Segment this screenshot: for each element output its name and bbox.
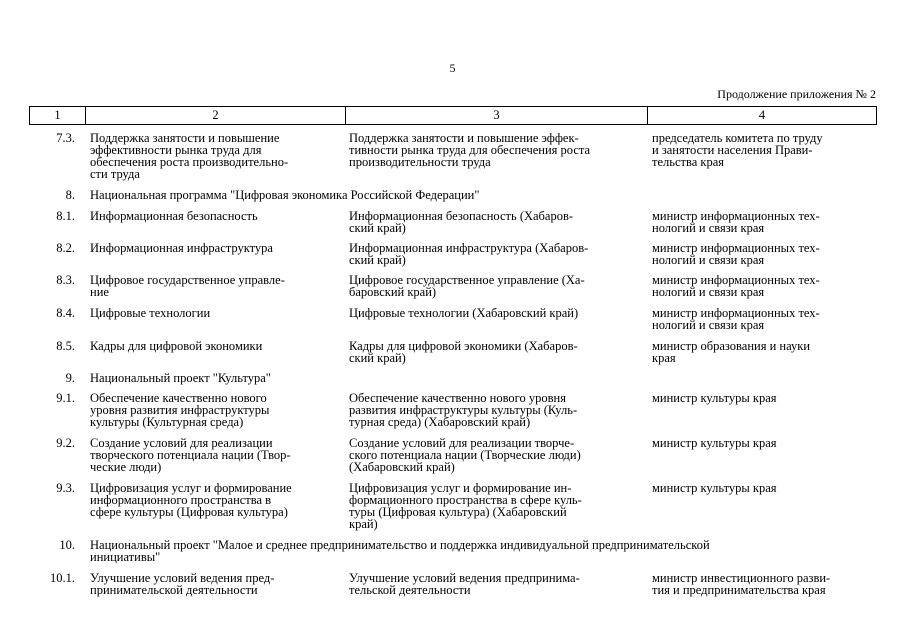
column-header-row: [29, 106, 877, 125]
regional-project-name: Цифровые технологии (Хабаровский край): [349, 306, 579, 320]
row-number: 8.5.: [56, 339, 75, 353]
responsible-person: министр культуры края: [652, 481, 777, 495]
responsible-person: министр информационных тех- нологий и связи края: [652, 241, 820, 267]
project-name: Создание условий для реализации творческого потенциала нации (Твор- ческие люди): [90, 436, 291, 474]
row-number: 8.3.: [56, 273, 75, 287]
responsible-person: министр информационных тех- нологий и связи края: [652, 273, 820, 299]
project-name: Цифровое государственное управле- ние: [90, 273, 285, 299]
column-header-4: 4: [648, 107, 877, 125]
column-header-3: 3: [346, 107, 648, 125]
project-name: Информационная инфраструктура: [90, 241, 273, 255]
regional-project-name: Улучшение условий ведения предпринима- тельской деятельности: [349, 571, 580, 597]
regional-project-name: Создание условий для реализации творче- ского потенциала нации (Творческие люди) (Хабаровский край): [349, 436, 581, 474]
regional-project-name: Информационная безопасность (Хабаров- ский край): [349, 209, 574, 235]
project-name: Улучшение условий ведения пред- принимательской деятельности: [90, 571, 275, 597]
project-name: Кадры для цифровой экономики: [90, 339, 263, 353]
section-title: Национальный проект "Культура": [90, 371, 271, 385]
regional-project-name: Цифровизация услуг и формирование ин- формационного пространства в сфере куль- туры (Цифровая культура) (Хабаровский край): [349, 481, 582, 531]
project-name: Цифровые технологии: [90, 306, 211, 320]
regional-project-name: Цифровое государственное управление (Ха- баровский край): [349, 273, 585, 299]
responsible-person: министр информационных тех- нологий и связи края: [652, 209, 820, 235]
row-number: 9.1.: [56, 391, 75, 405]
row-number: 7.3.: [56, 131, 75, 145]
row-number: 9.3.: [56, 481, 75, 495]
row-number: 8.1.: [56, 209, 75, 223]
responsible-person: министр инвестиционного разви- тия и предпринимательства края: [652, 571, 831, 597]
regional-project-name: Поддержка занятости и повышение эффек- тивности рынка труда для обеспечения роста производительности труда: [349, 131, 591, 169]
regional-project-name: Обеспечение качественно нового уровня развития инфраструктуры культуры (Куль- турная среда) (Хабаровский край): [349, 391, 578, 429]
regional-project-name: Информационная инфраструктура (Хабаров- ский край): [349, 241, 589, 267]
page-number: 5: [449, 61, 456, 75]
section-title: Национальная программа "Цифровая экономика Российской Федерации": [90, 188, 480, 202]
row-number: 8.: [65, 188, 75, 202]
row-number: 8.4.: [56, 306, 75, 320]
section-title: Национальный проект "Малое и среднее предпринимательство и поддержка индивидуальной предпринимательской инициативы": [90, 538, 710, 564]
regional-project-name: Кадры для цифровой экономики (Хабаров- ский край): [349, 339, 578, 365]
continuation-label: Продолжение приложения № 2: [717, 87, 876, 101]
responsible-person: министр культуры края: [652, 436, 777, 450]
row-number: 10.: [59, 538, 75, 552]
column-header-1: 1: [30, 107, 86, 125]
project-name: Поддержка занятости и повышение эффективности рынка труда для обеспечения роста производительно- сти труда: [90, 131, 289, 181]
responsible-person: министр образования и науки края: [652, 339, 811, 365]
row-number: 9.: [65, 371, 75, 385]
row-number: 10.1.: [50, 571, 75, 585]
column-header-2: 2: [86, 107, 346, 125]
project-name: Информационная безопасность: [90, 209, 258, 223]
row-number: 9.2.: [56, 436, 75, 450]
responsible-person: министр информационных тех- нологий и связи края: [652, 306, 820, 332]
row-number: 8.2.: [56, 241, 75, 255]
responsible-person: министр культуры края: [652, 391, 777, 405]
responsible-person: председатель комитета по труду и занятости населения Прави- тельства края: [652, 131, 823, 169]
project-name: Обеспечение качественно нового уровня развития инфраструктуры культуры (Культурная среда): [90, 391, 270, 429]
project-name: Цифровизация услуг и формирование информационного пространства в сфере культуры (Цифровая культура): [90, 481, 292, 519]
